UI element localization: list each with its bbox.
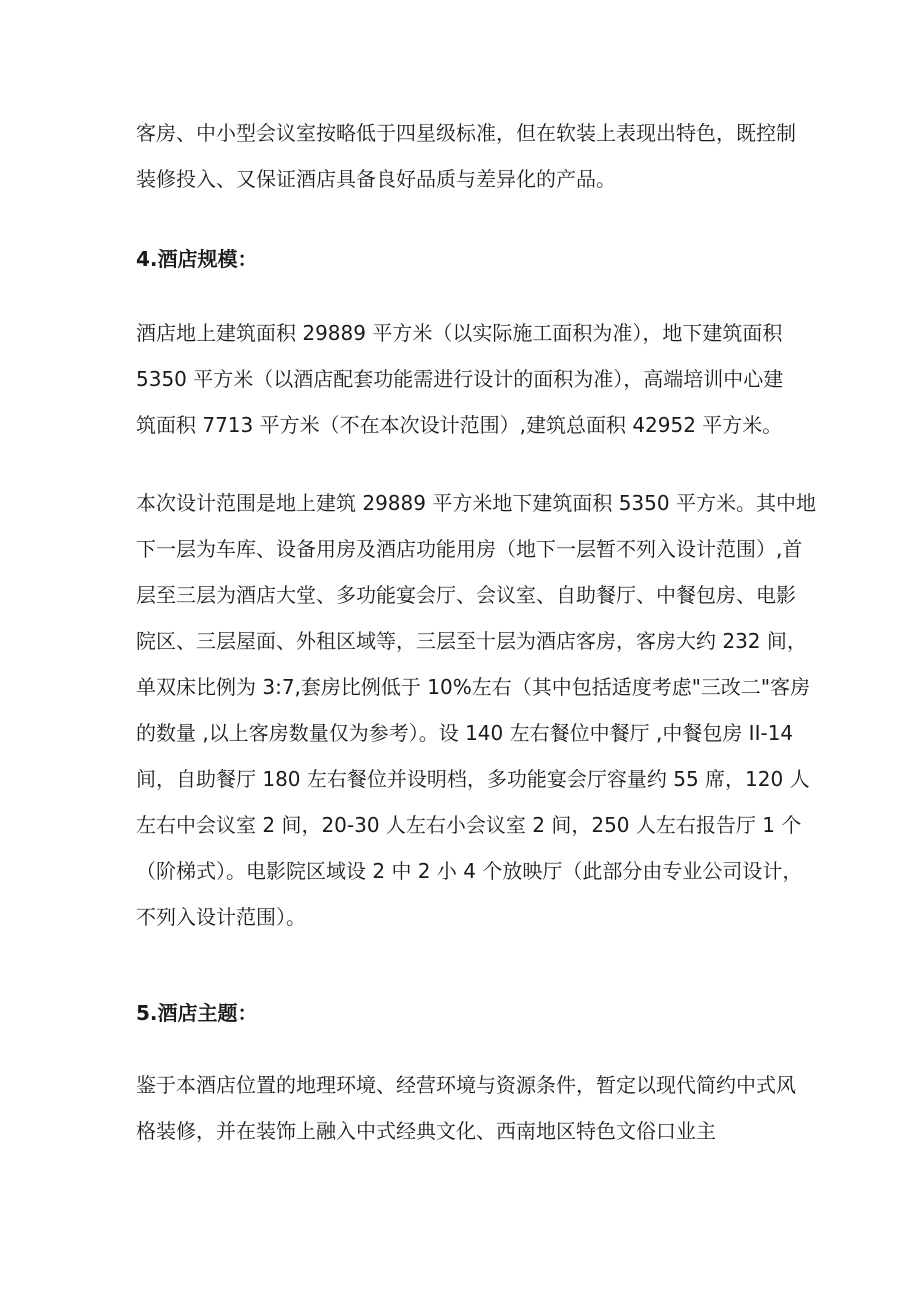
text-line: 院区、三层屋面、外租区域等，三层至十层为酒店客房，客房大约 232 间，: [136, 629, 807, 653]
text-line: 下一层为车库、设备用房及酒店功能用房（地下一层暂不列入设计范围）,首: [136, 537, 803, 561]
text-line: 5350 平方米（以酒店配套功能需进行设计的面积为准），高端培训中心建: [136, 367, 784, 391]
text-line: 层至三层为酒店大堂、多功能宴会厅、会议室、自助餐厅、中餐包房、电影: [136, 583, 796, 607]
text-line: 的数量 ,以上客房数量仅为参考）。设 140 左右餐位中餐厅 ,中餐包房 II-14: [136, 721, 794, 745]
paragraph-scope: [136, 480, 826, 940]
text-line: 装修投入、又保证酒店具备良好品质与差异化的产品。: [136, 167, 616, 191]
heading-text: 4.酒店规模：: [136, 247, 258, 271]
paragraph-intro: [136, 110, 826, 202]
text-line: 筑面积 7713 平方米（不在本次设计范围）,建筑总面积 42952 平方米。: [136, 413, 783, 437]
paragraph-theme: [136, 1062, 826, 1154]
text-line: 不列入设计范围）。: [136, 905, 306, 929]
text-line: 格装修，并在装饰上融入中式经典文化、西南地区特色文俗口业主: [136, 1119, 716, 1143]
text-line: 单双床比例为 3:7,套房比例低于 10%左右（其中包括适度考虑"三改二"客房: [136, 675, 811, 699]
text-line: 鉴于本酒店位置的地理环境、经营环境与资源条件，暂定以现代简约中式风: [136, 1073, 796, 1097]
text-line: 本次设计范围是地上建筑 29889 平方米地下建筑面积 5350 平方米。其中地: [136, 491, 816, 515]
text-line: （阶梯式）。电影院区域设 2 中 2 小 4 个放映厅（此部分由专业公司设计，: [136, 859, 803, 883]
section-heading-hotel-scale: [136, 236, 826, 282]
heading-text: 5.酒店主题：: [136, 1001, 258, 1025]
section-heading-hotel-theme: [136, 990, 826, 1036]
text-line: 客房、中小型会议室按略低于四星级标准，但在软装上表现出特色，既控制: [136, 121, 796, 145]
text-line: 左右中会议室 2 间，20-30 人左右小会议室 2 间，250 人左右报告厅 1 个: [136, 813, 802, 837]
text-line: 间，自助餐厅 180 左右餐位并设明档，多功能宴会厅容量约 55 席，120 人: [136, 767, 810, 791]
paragraph-scale: [136, 310, 826, 448]
text-line: 酒店地上建筑面积 29889 平方米（以实际施工面积为准），地下建筑面积: [136, 321, 783, 345]
